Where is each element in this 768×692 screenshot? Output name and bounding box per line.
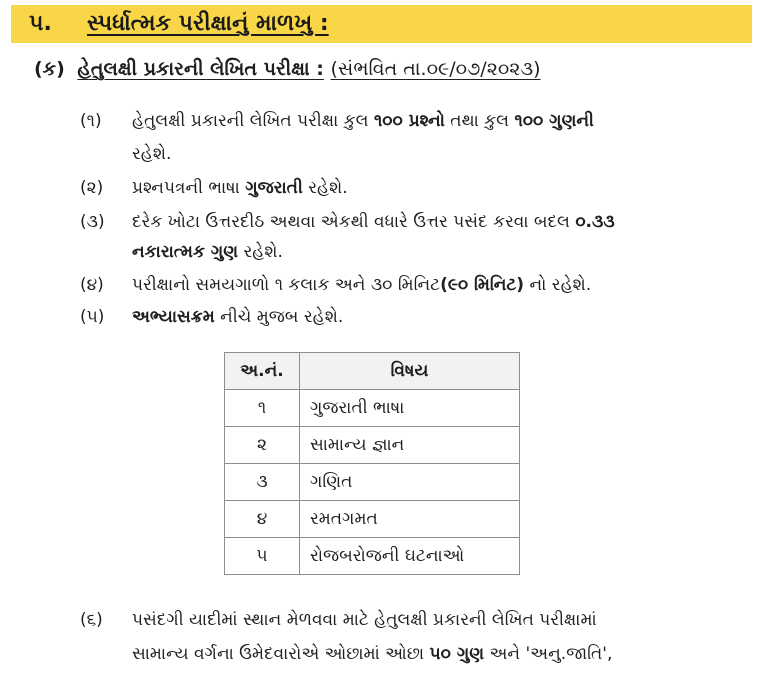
section-number: ૫. [29,11,52,36]
list-item-text: હેતુલક્ષી પ્રકારની લેખિત પરીક્ષા કુલ [132,111,374,131]
section-title: સ્પર્ધાત્મક પરીક્ષાનું માળખુ : [87,11,329,36]
list-item-text: રહેશે. [302,178,348,198]
list-item-text: રહેશે. [132,144,172,164]
list-item-number: (૬) [80,610,103,630]
table-row [225,501,520,538]
list-item-1 [80,104,594,138]
list-item-bold: નકારાત્મક ગુણ [132,242,239,262]
list-item-text: પરીક્ષાનો સમયગાળો ૧ કલાક અને ૩૦ મિનિટ [132,275,441,295]
table-cell-subject: રમતગમત [300,501,520,538]
list-item-number: (૧) [80,111,102,131]
list-item-bold: (૯૦ મિનિટ) [440,275,525,295]
table-cell-serial: ૩ [225,464,300,501]
list-item-3 [80,205,615,239]
section-header-bar [11,5,752,43]
list-item-5 [80,300,343,334]
subsection-number: (ક) [34,58,65,80]
syllabus-table [224,352,520,575]
list-item-number: (૫) [80,307,105,327]
list-item-bold: અભ્યાસક્રમ [132,307,215,327]
subsection-heading [34,58,541,80]
list-item-text: તથા કુલ [444,111,515,131]
table-cell-serial: ૫ [225,538,300,575]
list-item-text: પ્રશ્નપત્રની ભાષા [132,178,246,198]
list-item-text: પસંદગી યાદીમાં સ્થાન મેળવવા માટે હેતુલક્ષી પ્રકારની લેખિત પરીક્ષામાં [132,610,597,630]
list-item-2 [80,171,348,205]
table-header-row [225,353,520,390]
list-item-6-continuation [132,637,612,671]
table-cell-subject: સામાન્ય જ્ઞાન [300,427,520,464]
table-row [225,427,520,464]
subsection-title: હેતુલક્ષી પ્રકારની લેખિત પરીક્ષા : [77,58,324,80]
table-header-serial: અ.નં. [225,353,300,390]
list-item-bold: ગુજરાતી [245,178,303,198]
list-item-bold: ૧૦૦ ગુણની [514,111,594,131]
list-item-6 [80,603,597,637]
list-item-text: નીચે મુજબ રહેશે. [214,307,344,327]
list-item-4 [80,268,591,302]
list-item-bold: ૫૦ ગુણ [429,644,485,664]
list-item-number: (૨) [80,178,104,198]
list-item-bold: ૧૦૦ પ્રશ્નો [373,111,445,131]
table-row [225,464,520,501]
list-item-text: રહેશે. [238,242,283,262]
list-item-text: નો રહેશે. [524,275,592,295]
list-item-3-continuation [132,235,283,269]
list-item-number: (૩) [80,212,105,232]
list-item-text: સામાન્ય વર્ગના ઉમેદવારોએ ઓછામાં ઓછા [132,644,430,664]
table-cell-subject: ગણિત [300,464,520,501]
table-cell-serial: ૪ [225,501,300,538]
list-item-text: દરેક ખોટા ઉત્તરદીઠ અથવા એકથી વધારે ઉત્તર પસંદ કરવા બદલ [132,212,576,232]
list-item-1-continuation [132,137,171,171]
subsection-date: (સંભવિત તા.૦૯/૦૭/૨૦૨૩) [330,58,541,80]
table-row [225,390,520,427]
list-item-text: અને 'અનુ.જાતિ', [484,644,613,664]
list-item-number: (૪) [80,275,104,295]
table-cell-subject: રોજબરોજની ઘટનાઓ [300,538,520,575]
table-header-subject: વિષય [300,353,520,390]
table-cell-serial: ૨ [225,427,300,464]
table-cell-subject: ગુજરાતી ભાષા [300,390,520,427]
list-item-bold: ૦.૩૩ [575,212,615,232]
table-cell-serial: ૧ [225,390,300,427]
table-row [225,538,520,575]
